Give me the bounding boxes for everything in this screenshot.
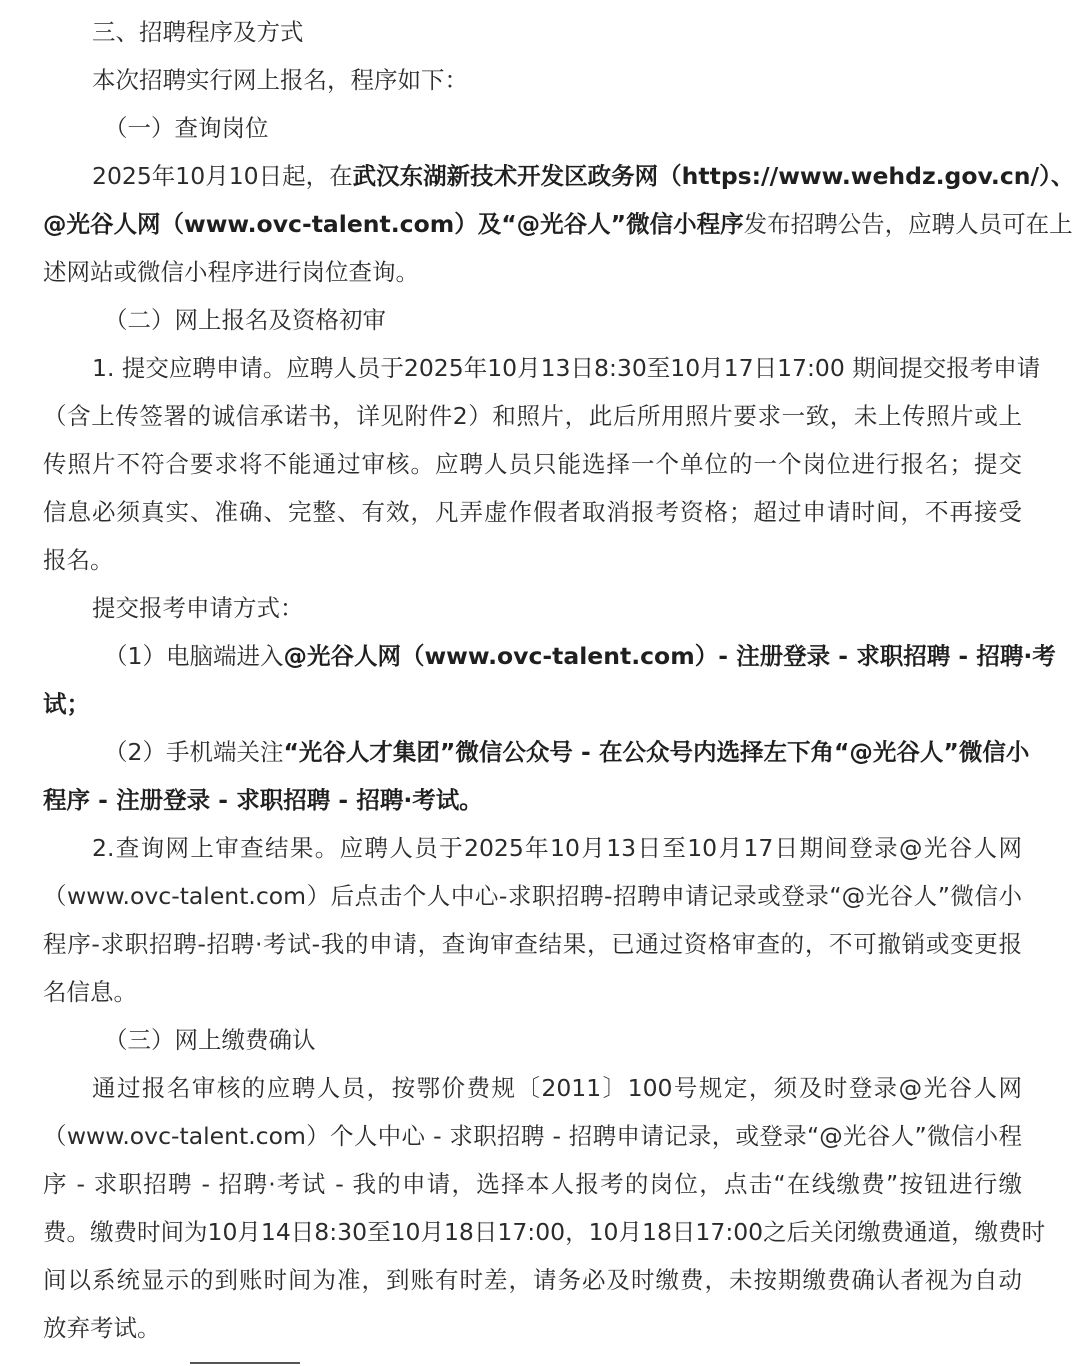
paragraph-line: 2.查询网上审查结果。应聘人员于2025年10月13日至10月17日期间登录@光谷人网 [92,834,1022,862]
paragraph-line: 序 - 求职招聘 - 招聘·考试 - 我的申请，选择本人报考的岗位，点击“在线缴费”按钮进行缴 [43,1170,1022,1198]
paragraph-line: 1. 提交应聘申请。应聘人员于2025年10月13日8:30至10月17日17:00 期间提交报考申请 [92,354,1041,382]
paragraph-line: 间以系统显示的到账时间为准，到账有时差，请务必及时缴费，未按期缴费确认者视为自动 [43,1266,1022,1294]
method-item-2-cont: 程序 - 注册登录 - 求职招聘 - 招聘·考试。 [43,786,483,814]
paragraph-line: 信息必须真实、准确、完整、有效，凡弄虚作假者取消报考资格；超过申请时间，不再接受 [43,498,1022,526]
method-item-2: （2）手机端关注“光谷人才集团”微信公众号 - 在公众号内选择左下角“@光谷人”微信小 [104,738,1030,766]
paragraph-line: （www.ovc-talent.com）后点击个人中心-求职招聘-招聘申请记录或登录“@光谷人”微信小 [43,882,1022,910]
paragraph-line: （www.ovc-talent.com）个人中心 - 求职招聘 - 招聘申请记录，或登录“@光谷人”微信小程 [43,1122,1022,1150]
paragraph-line: @光谷人网（www.ovc-talent.com）及“@光谷人”微信小程序发布招聘公告，应聘人员可在上 [43,210,1073,238]
paragraph-line: 放弃考试。 [43,1314,161,1342]
paragraph-line: 通过报名审核的应聘人员，按鄂价费规〔2011〕100号规定，须及时登录@光谷人网 [92,1074,1022,1102]
intro-text: 本次招聘实行网上报名，程序如下： [92,66,468,94]
subsection-heading-1: （一）查询岗位 [104,114,269,142]
paragraph-line: 名信息。 [43,978,137,1006]
cropped-next-line [190,1356,310,1366]
paragraph-line: 报名。 [43,546,114,574]
method-item-1-cont: 试； [43,690,90,718]
section-title: 三、招聘程序及方式 [92,18,304,46]
paragraph-line: 述网站或微信小程序进行岗位查询。 [43,258,419,286]
method-item-1: （1）电脑端进入@光谷人网（www.ovc-talent.com）- 注册登录 - 求职招聘 - 招聘·考 [104,642,1056,670]
method-title: 提交报考申请方式： [92,594,304,622]
paragraph-line: （含上传签署的诚信承诺书，详见附件2）和照片，此后所用照片要求一致，未上传照片或上 [43,402,1022,430]
paragraph-line: 2025年10月10日起，在武汉东湖新技术开发区政务网（https://www.wehdz.gov.cn/）、 [92,162,1075,190]
subsection-heading-3: （三）网上缴费确认 [104,1026,316,1054]
paragraph-line: 费。缴费时间为10月14日8:30至10月18日17:00，10月18日17:00之后关闭缴费通道，缴费时 [43,1218,1046,1246]
paragraph-line: 程序-求职招聘-招聘·考试-我的申请，查询审查结果，已通过资格审查的，不可撤销或变更报 [43,930,1022,958]
subsection-heading-2: （二）网上报名及资格初审 [104,306,386,334]
paragraph-line: 传照片不符合要求将不能通过审核。应聘人员只能选择一个单位的一个岗位进行报名；提交 [43,450,1022,478]
